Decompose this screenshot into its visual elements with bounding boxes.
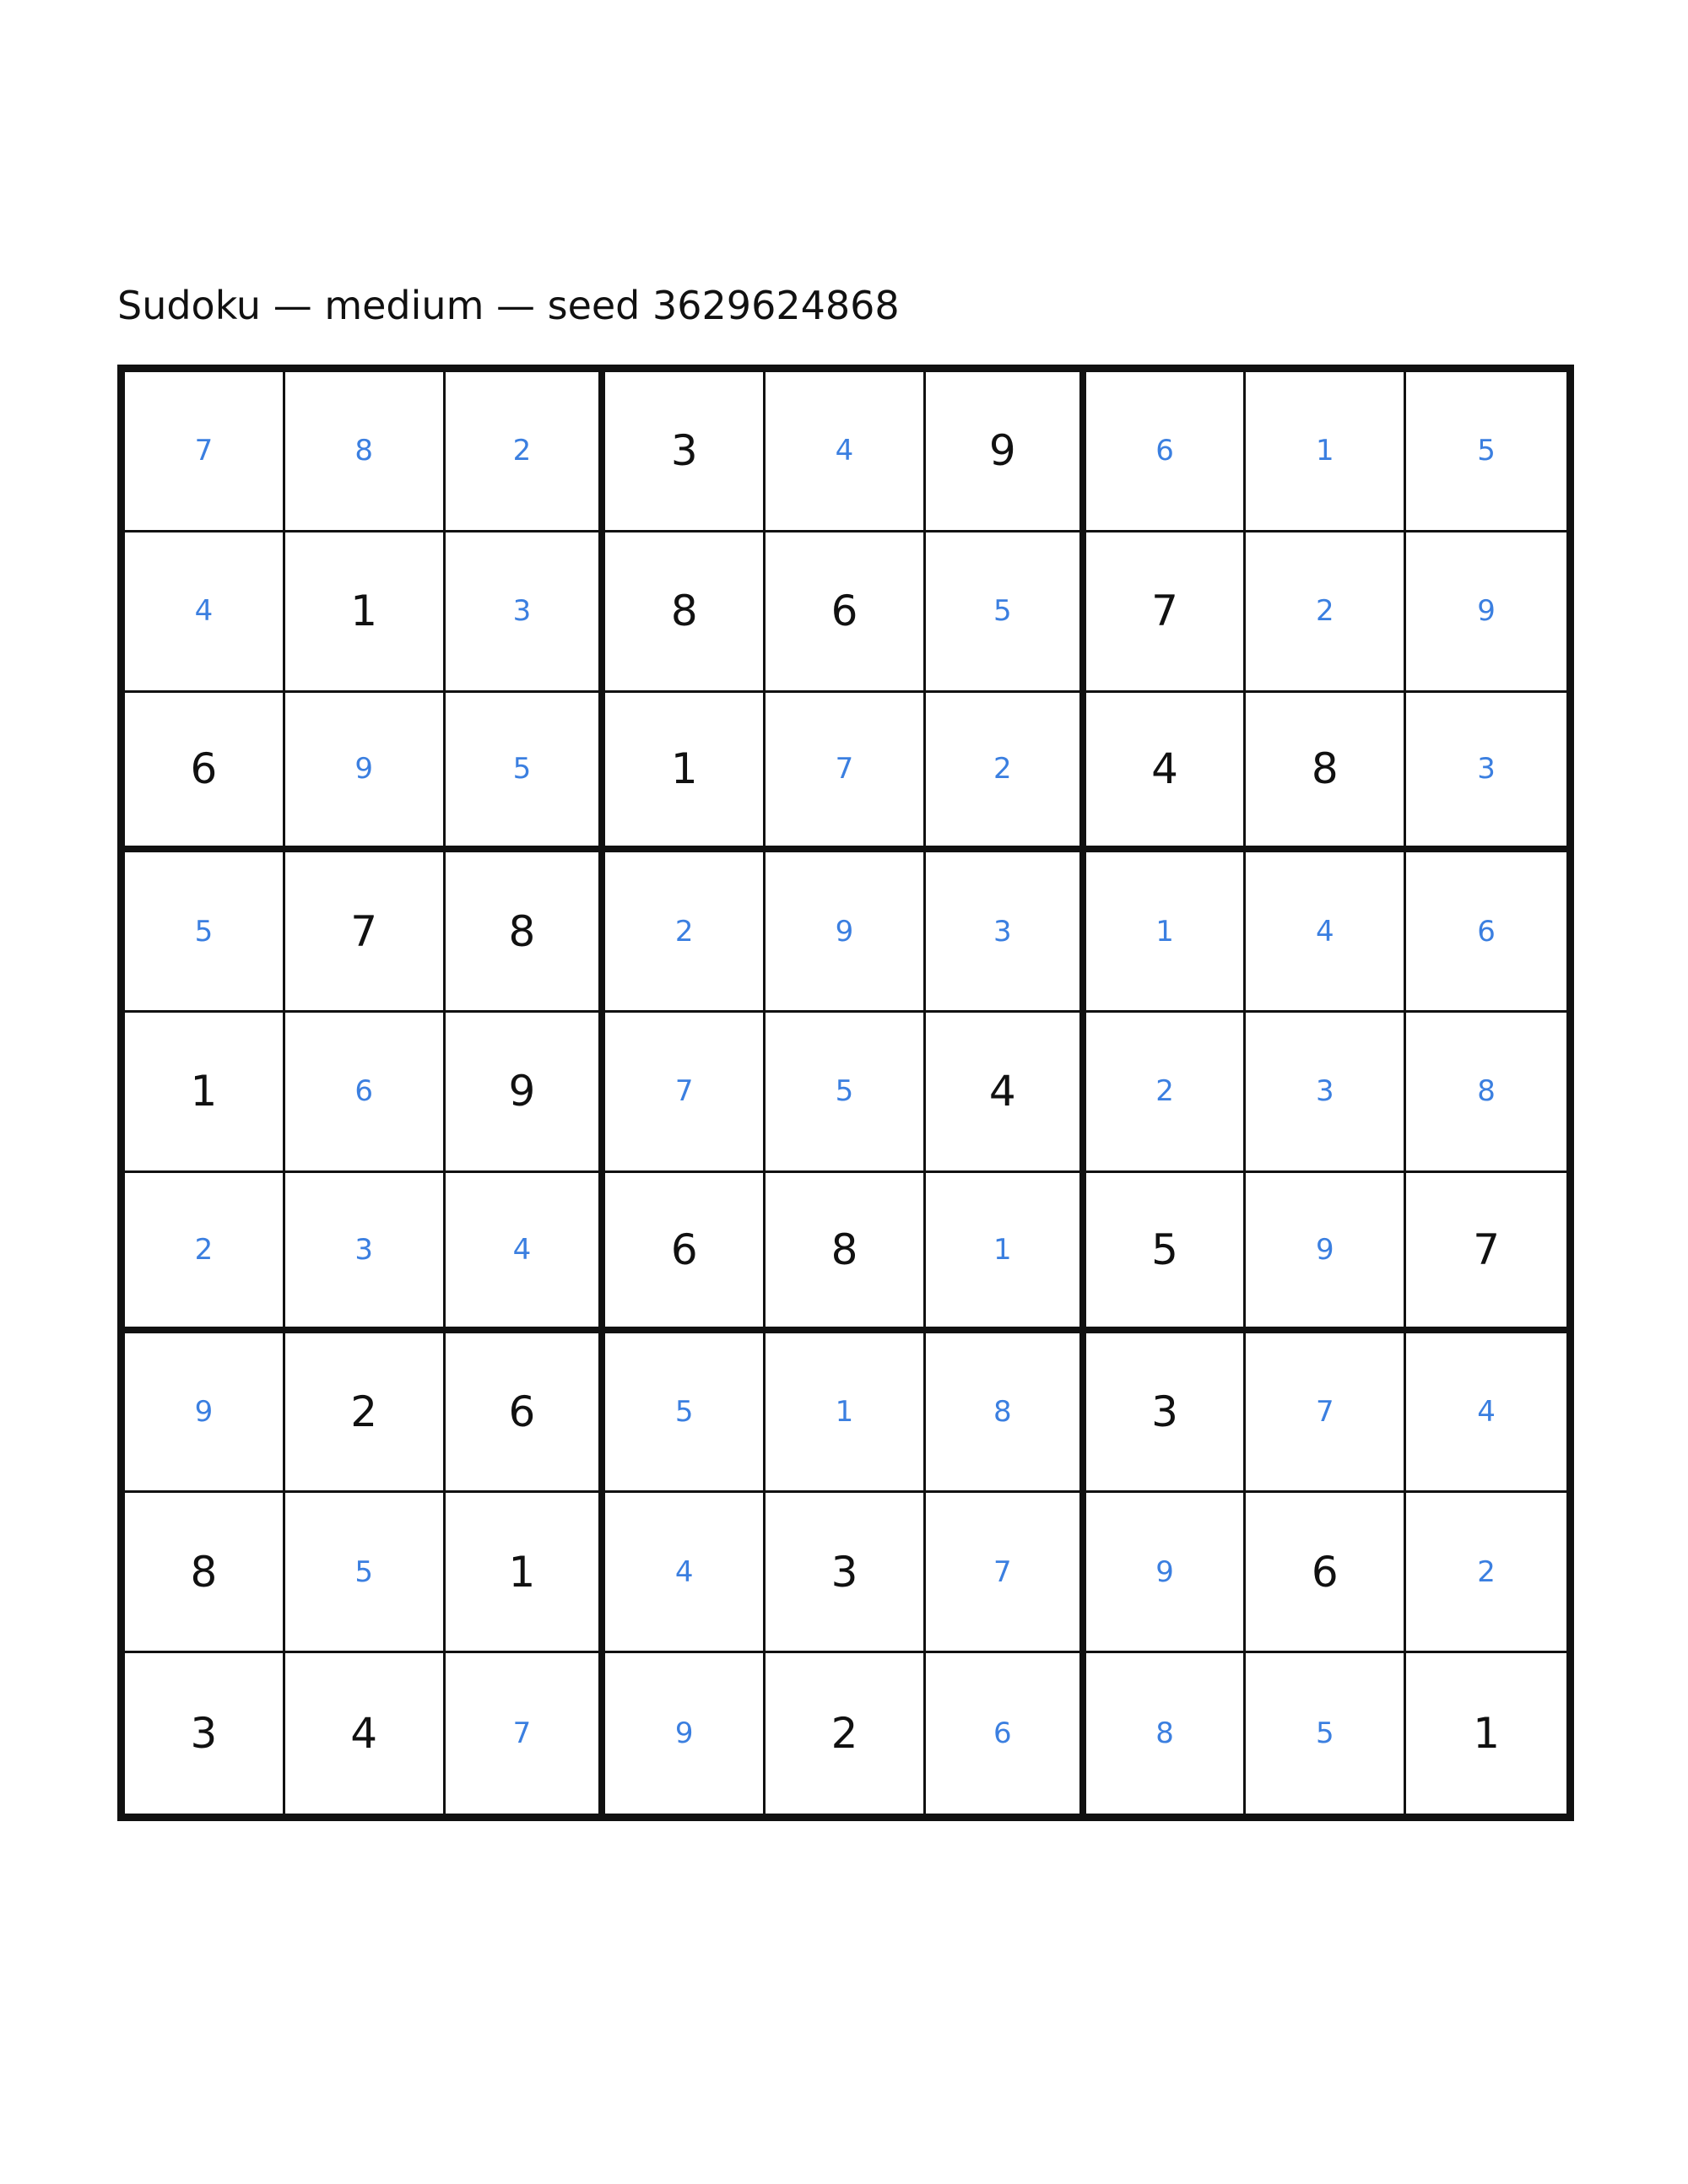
given-cell: 7 [1406,1173,1566,1333]
given-cell: 1 [446,1493,606,1653]
given-cell: 4 [1086,693,1247,853]
filled-cell[interactable]: 1 [1086,852,1247,1013]
filled-cell[interactable]: 5 [605,1333,766,1494]
filled-cell[interactable]: 6 [285,1013,446,1173]
filled-cell[interactable]: 7 [605,1013,766,1173]
given-cell: 4 [285,1653,446,1814]
filled-cell[interactable]: 3 [446,532,606,693]
filled-cell[interactable]: 3 [285,1173,446,1333]
filled-cell[interactable]: 2 [446,372,606,532]
given-cell: 8 [766,1173,926,1333]
given-cell: 5 [1086,1173,1247,1333]
given-cell: 1 [605,693,766,853]
filled-cell[interactable]: 7 [766,693,926,853]
filled-cell[interactable]: 8 [285,372,446,532]
filled-cell[interactable]: 7 [926,1493,1086,1653]
filled-cell[interactable]: 9 [1086,1493,1247,1653]
filled-cell[interactable]: 3 [1406,693,1566,853]
given-cell: 8 [125,1493,285,1653]
given-cell: 9 [446,1013,606,1173]
given-cell: 3 [766,1493,926,1653]
given-cell: 2 [766,1653,926,1814]
filled-cell[interactable]: 3 [926,852,1086,1013]
given-cell: 6 [125,693,285,853]
filled-cell[interactable]: 2 [926,693,1086,853]
filled-cell[interactable]: 4 [446,1173,606,1333]
filled-cell[interactable]: 1 [926,1173,1086,1333]
given-cell: 9 [926,372,1086,532]
given-cell: 6 [605,1173,766,1333]
filled-cell[interactable]: 7 [446,1653,606,1814]
filled-cell[interactable]: 8 [926,1333,1086,1494]
given-cell: 8 [446,852,606,1013]
filled-cell[interactable]: 5 [1406,372,1566,532]
filled-cell[interactable]: 4 [1406,1333,1566,1494]
given-cell: 1 [125,1013,285,1173]
puzzle-title: Sudoku — medium — seed 3629624868 [117,283,900,328]
filled-cell[interactable]: 5 [926,532,1086,693]
filled-cell[interactable]: 9 [125,1333,285,1494]
filled-cell[interactable]: 2 [1246,532,1406,693]
given-cell: 3 [605,372,766,532]
given-cell: 4 [926,1013,1086,1173]
given-cell: 7 [1086,532,1247,693]
filled-cell[interactable]: 4 [1246,852,1406,1013]
filled-cell[interactable]: 8 [1406,1013,1566,1173]
filled-cell[interactable]: 5 [766,1013,926,1173]
filled-cell[interactable]: 9 [605,1653,766,1814]
filled-cell[interactable]: 1 [766,1333,926,1494]
given-cell: 1 [285,532,446,693]
filled-cell[interactable]: 4 [125,532,285,693]
filled-cell[interactable]: 9 [285,693,446,853]
filled-cell[interactable]: 7 [125,372,285,532]
filled-cell[interactable]: 1 [1246,372,1406,532]
given-cell: 8 [605,532,766,693]
sudoku-board [117,365,1574,1821]
filled-cell[interactable]: 6 [1406,852,1566,1013]
filled-cell[interactable]: 2 [605,852,766,1013]
filled-cell[interactable]: 9 [1246,1173,1406,1333]
filled-cell[interactable]: 5 [446,693,606,853]
given-cell: 2 [285,1333,446,1494]
filled-cell[interactable]: 8 [1086,1653,1247,1814]
filled-cell[interactable]: 3 [1246,1013,1406,1173]
filled-cell[interactable]: 7 [1246,1333,1406,1494]
filled-cell[interactable]: 2 [1406,1493,1566,1653]
filled-cell[interactable]: 4 [605,1493,766,1653]
given-cell: 6 [1246,1493,1406,1653]
given-cell: 1 [1473,1709,1500,1759]
filled-cell[interactable]: 9 [1406,532,1566,693]
given-cell: 6 [446,1333,606,1494]
given-cell: 6 [766,532,926,693]
filled-cell[interactable]: 2 [1086,1013,1247,1173]
given-cell: 8 [1246,693,1406,853]
given-cell: 7 [285,852,446,1013]
filled-cell[interactable]: 4 [766,372,926,532]
filled-cell[interactable]: 2 [125,1173,285,1333]
filled-cell[interactable]: 9 [766,852,926,1013]
filled-cell[interactable]: 6 [926,1653,1086,1814]
given-cell: 3 [1086,1333,1247,1494]
filled-cell[interactable]: 6 [1086,372,1247,532]
filled-cell[interactable]: 5 [285,1493,446,1653]
filled-cell[interactable]: 5 [125,852,285,1013]
filled-cell[interactable]: 5 [1246,1653,1406,1814]
given-cell: 3 [125,1653,285,1814]
